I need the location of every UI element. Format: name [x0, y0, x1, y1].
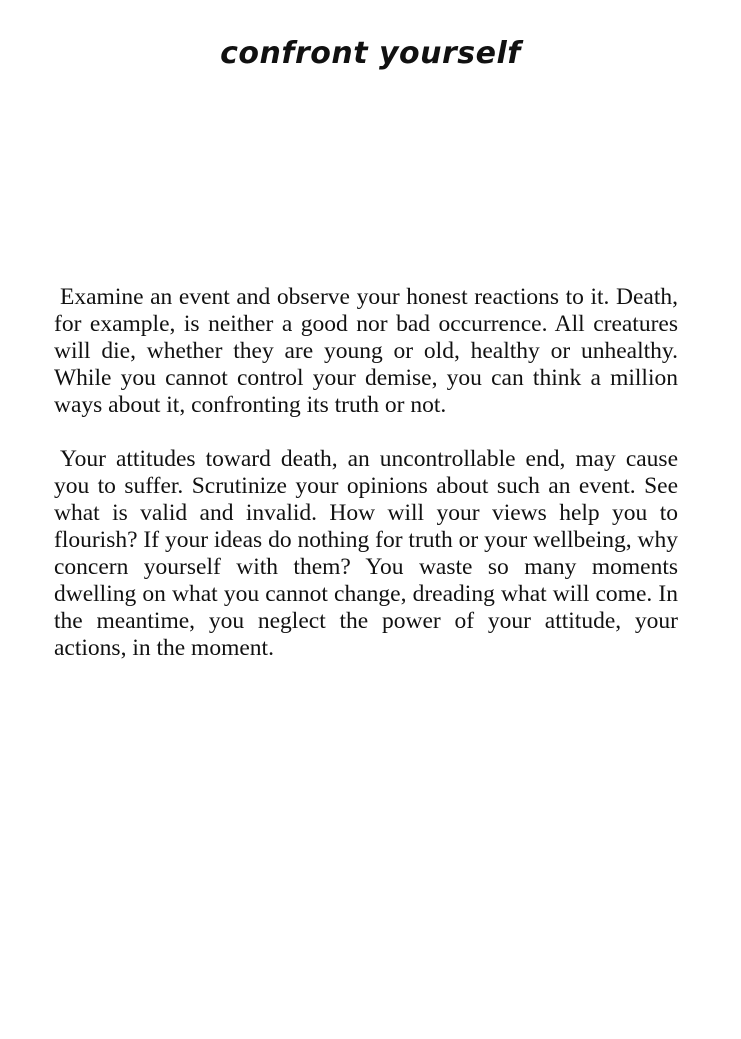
page-title: confront yourself — [220, 36, 521, 71]
body-text — [54, 284, 678, 689]
paragraph: Your attitudes toward death, an uncontrollable end, may cause you to suffer. Scrutinize your opinions about such an event. See what is valid and invalid. How will your views help you to flourish? If your ideas do nothing for truth or your wellbeing, why concern yourself with them? You waste so many moments dwelling on what you cannot change, dreading what will come. In the meantime, you neglect the power of your attitude, your actions, in the moment. — [54, 446, 678, 661]
paragraph: Examine an event and observe your honest reactions to it. Death, for example, is neither a good nor bad occurrence. All creatures will die, whether they are young or old, healthy or unhealthy. While you cannot control your demise, you can think a million ways about it, confronting its truth or not. — [54, 284, 678, 418]
